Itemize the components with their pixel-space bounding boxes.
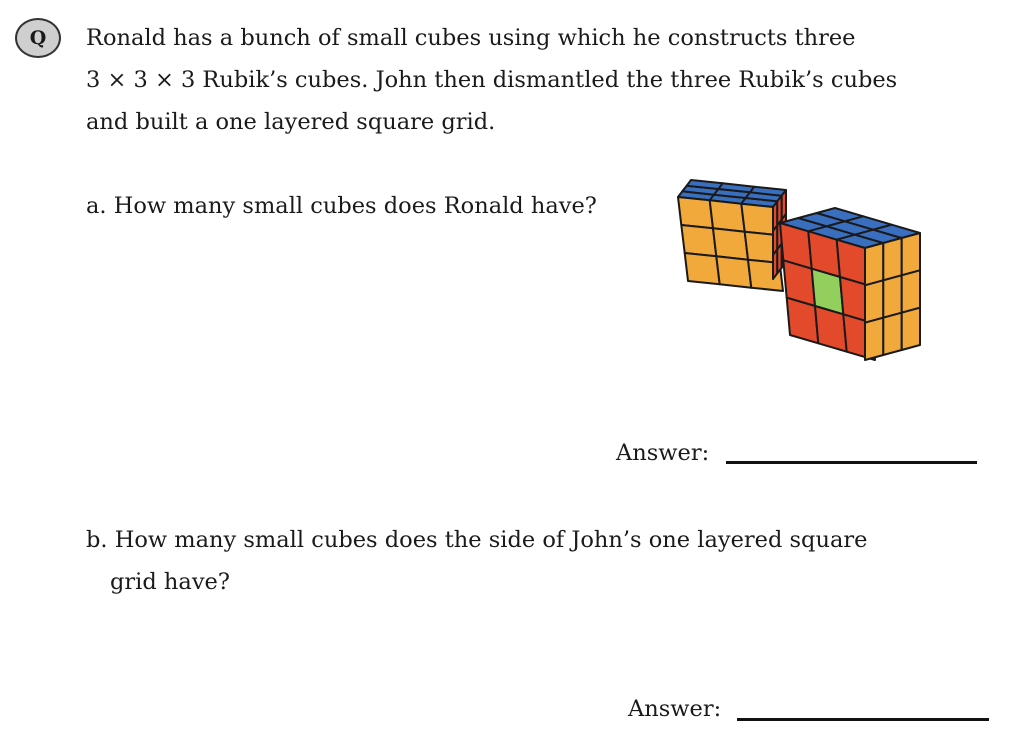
- front-side-sticker: [902, 270, 920, 312]
- front-front-sticker: [787, 298, 819, 344]
- rubiks-cube-back: [678, 180, 786, 291]
- back-front-sticker: [741, 204, 776, 235]
- stem-line-3: and built a one layered square grid.: [86, 109, 496, 135]
- front-side-sticker: [883, 313, 901, 355]
- stem-line-2: 3 × 3 × 3 Rubik’s cubes. John then dismantled the three Rubik’s cubes: [86, 67, 898, 93]
- front-side-sticker: [865, 318, 883, 360]
- back-front-sticker: [710, 200, 745, 231]
- front-side-sticker: [902, 308, 920, 350]
- front-side-sticker: [883, 238, 901, 280]
- part-a-answer-line[interactable]: [726, 461, 977, 464]
- part-b-question: [86, 519, 867, 603]
- back-front-sticker: [678, 197, 713, 228]
- part-b-text-line-1: b. How many small cubes does the side of John’s one layered square: [86, 527, 868, 553]
- front-side-sticker: [865, 243, 883, 285]
- back-front-sticker: [681, 225, 716, 256]
- part-a-question: [86, 185, 597, 227]
- back-front-sticker: [713, 228, 748, 259]
- question-stem: [86, 17, 897, 143]
- question-badge-label: Q: [29, 27, 47, 49]
- part-b-answer-label: Answer:: [628, 696, 722, 722]
- front-side-sticker: [902, 233, 920, 275]
- part-b-text-line-2: grid have?: [110, 569, 230, 595]
- back-front-sticker: [716, 256, 751, 287]
- front-side-sticker: [865, 280, 883, 322]
- front-side-sticker: [883, 275, 901, 317]
- rubiks-cube-front: [780, 208, 920, 360]
- stem-line-1: Ronald has a bunch of small cubes using which he constructs three: [86, 25, 856, 51]
- part-a-answer-label: Answer:: [616, 440, 710, 466]
- back-front-sticker: [685, 253, 720, 284]
- question-badge: [15, 18, 61, 58]
- part-a-text: a. How many small cubes does Ronald have?: [86, 193, 597, 219]
- rubiks-cubes-illustration: [660, 165, 960, 365]
- part-b-answer-line[interactable]: [737, 718, 989, 721]
